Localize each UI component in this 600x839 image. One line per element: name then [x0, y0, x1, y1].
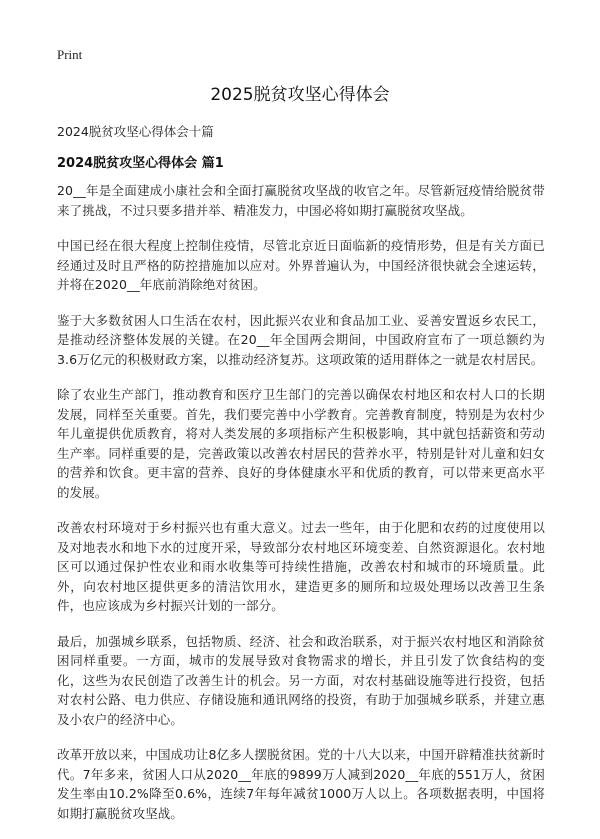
print-link[interactable]: Print [57, 47, 83, 62]
paragraph: 20__年是全面建成小康社会和全面打赢脱贫攻坚战的收官之年。尽管新冠疫情给脱贫带来了挑战，不过只要多措并举、精准发力，中国必将如期打赢脱贫攻坚战。 [57, 183, 545, 218]
article-body [57, 181, 545, 839]
section-heading: 2024脱贫攻坚心得体会 篇1 [57, 156, 224, 171]
paragraph: 中国已经在很大程度上控制住疫情，尽管北京近日面临新的疫情形势，但是有关方面已经通过及时且严格的防控措施加以应对。外界普遍认为，中国经济很快就会全速运转，并将在2020__年底前消除绝对贫困。 [57, 238, 545, 292]
paragraph: 改革开放以来，中国成功让8亿多人摆脱贫困。党的十八大以来，中国开辟精准扶贫新时代。7年多来，贫困人口从2020__年底的9899万人减到2020__年底的551万人，贫困发生率由10.2%降至0.6%，连续7年每年减贫1000万人以上。各项数据表明，中国将如期打赢脱贫攻坚战。 [57, 747, 545, 821]
document-subtitle: 2024脱贫攻坚心得体会十篇 [57, 124, 214, 139]
page-title: 2025脱贫攻坚心得体会 [210, 85, 390, 105]
paragraph: 改善农村环境对于乡村振兴也有重大意义。过去一些年，由于化肥和农药的过度使用以及对地表水和地下水的过度开采，导致部分农村地区环境变差、自然资源退化。农村地区可以通过保护性农业和雨水收集等可持续性措施，改善农村和城市的环境质量。此外，向农村地区提供更多的清洁饮用水，建造更多的厕所和垃圾处理场以改善卫生条件，也应该成为乡村振兴计划的一部分。 [57, 520, 545, 613]
paragraph: 最后，加强城乡联系，包括物质、经济、社会和政治联系，对于振兴农村地区和消除贫困同样重要。一方面，城市的发展导致对食物需求的增长，并且引发了饮食结构的变化，这些为农民创造了改善生计的机会。另一方面，对农村基础设施等进行投资，包括对农村公路、电力供应、存储设施和通讯网络的投资，有助于加强城乡联系，并建立惠及小农户的经济中心。 [57, 633, 545, 727]
paragraph: 除了农业生产部门，推动教育和医疗卫生部门的完善以确保农村地区和农村人口的长期发展，同样至关重要。首先，我们要完善中小学教育。完善教育制度，特别是为农村少年儿童提供优质教育，将对人类发展的多项指标产生积极影响，其中就包括薪资和劳动生产率。同样重要的是，完善政策以改善农村居民的营养水平，特别是针对儿童和妇女的营养和饮食。更丰富的营养、良好的身体健康水平和优质的教育，可以带来更高水平的发展。 [57, 387, 545, 500]
paragraph: 鉴于大多数贫困人口生活在农村，因此振兴农业和食品加工业、妥善安置返乡农民工，是推动经济整体发展的关键。在20__年全国两会期间，中国政府宣布了一项总额约为3.6万亿元的积极财政方案，以推动经济复苏。这项政策的适用群体之一就是农村居民。 [57, 312, 545, 367]
